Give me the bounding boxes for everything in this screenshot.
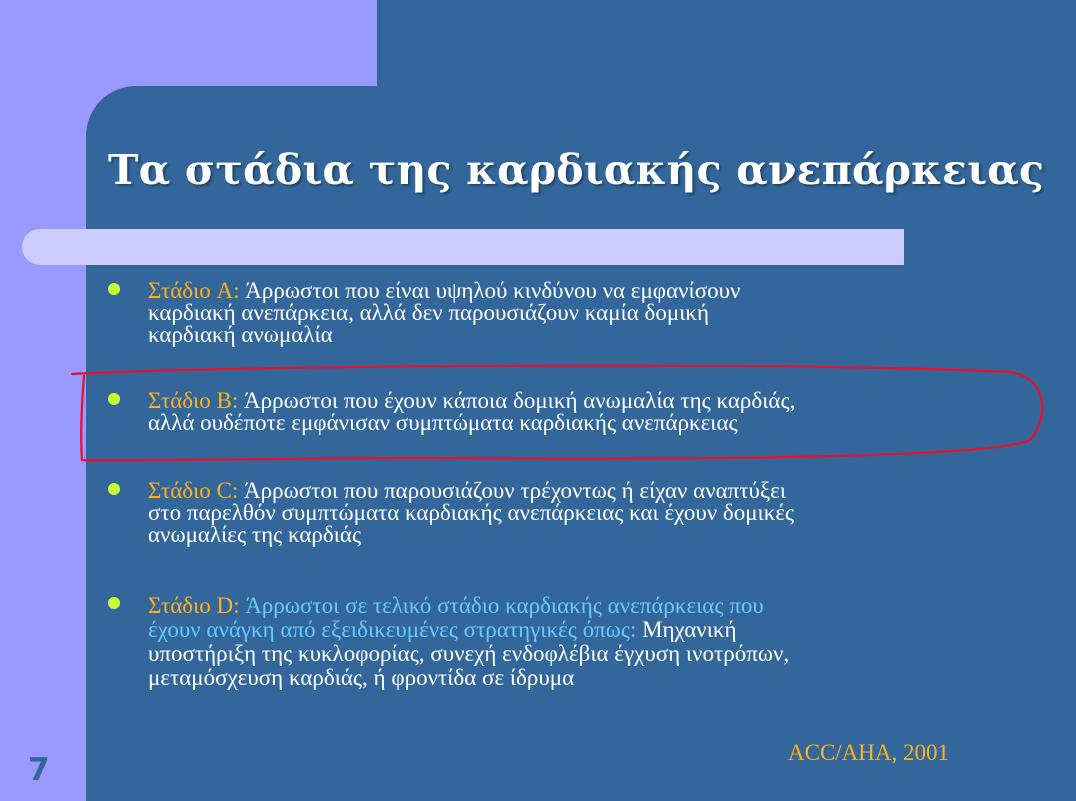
bullet-icon: [108, 483, 120, 495]
stage-line: αλλά ουδέποτε εμφάνισαν συμπτώματα καρδιακής ανεπάρκειας: [148, 410, 738, 435]
stage-label: Στάδιο C:: [148, 478, 239, 503]
stage-label: Στάδιο B:: [148, 388, 239, 413]
stage-line: [148, 618, 1008, 642]
stage-text: [148, 480, 1008, 546]
page-number: 7: [28, 752, 50, 788]
stage-description: Άρρωστοι που είναι υψηλού κινδύνου να εμφανίσουν: [239, 278, 741, 303]
stage-description: Άρρωστοι που παρουσιάζουν τρέχοντως ή είχαν αναπτύξει: [238, 478, 787, 503]
stage-line: καρδιακή ανεπάρκεια, αλλά δεν παρουσιάζουν καμία δομική: [148, 300, 709, 325]
stage-description: Άρρωστοι που έχουν κάποια δομική ανωμαλία της καρδιάς,: [238, 388, 796, 413]
stage-description-highlight: Άρρωστοι σε τελικό στάδιο καρδιακής ανεπάρκειας που: [239, 593, 764, 618]
stage-text: [148, 390, 1008, 434]
stage-text: [148, 594, 1008, 690]
stage-line: [148, 480, 1008, 502]
stage-line: ανωμαλίες της καρδιάς: [148, 522, 362, 547]
stage-line: στο παρελθόν συμπτώματα καρδιακής ανεπάρκειας και έχουν δομικές: [148, 500, 795, 525]
top-left-block: [86, 0, 377, 86]
left-side-band: [0, 0, 86, 801]
stage-line: μεταμόσχευση καρδιάς, ή φροντίδα σε ίδρυμα: [148, 665, 575, 690]
stage-label: Στάδιο D:: [148, 593, 240, 618]
stage-line: καρδιακή ανωμαλία: [148, 322, 333, 347]
stage-line: υποστήριξη της κυκλοφορίας, συνεχή ενδοφλέβια έγχυση ινοτρόπων,: [148, 641, 790, 666]
bullet-icon: [108, 283, 120, 295]
stage-description: Μηχανική: [636, 617, 737, 642]
bullet-icon: [108, 597, 120, 609]
stage-line: [148, 280, 1008, 302]
title-rule: [22, 229, 904, 265]
stage-label: Στάδιο A:: [148, 278, 240, 303]
bullet-icon: [108, 393, 120, 405]
stage-description-highlight: έχουν ανάγκη από εξειδικευμένες στρατηγικές όπως:: [148, 617, 637, 642]
stage-line: [148, 594, 1008, 618]
slide-title: Τα στάδια της καρδιακής ανεπάρκειας: [108, 146, 1045, 194]
source-citation: ACC/AHA, 2001: [788, 740, 950, 765]
stage-text: [148, 280, 1008, 346]
stage-line: [148, 390, 1008, 412]
